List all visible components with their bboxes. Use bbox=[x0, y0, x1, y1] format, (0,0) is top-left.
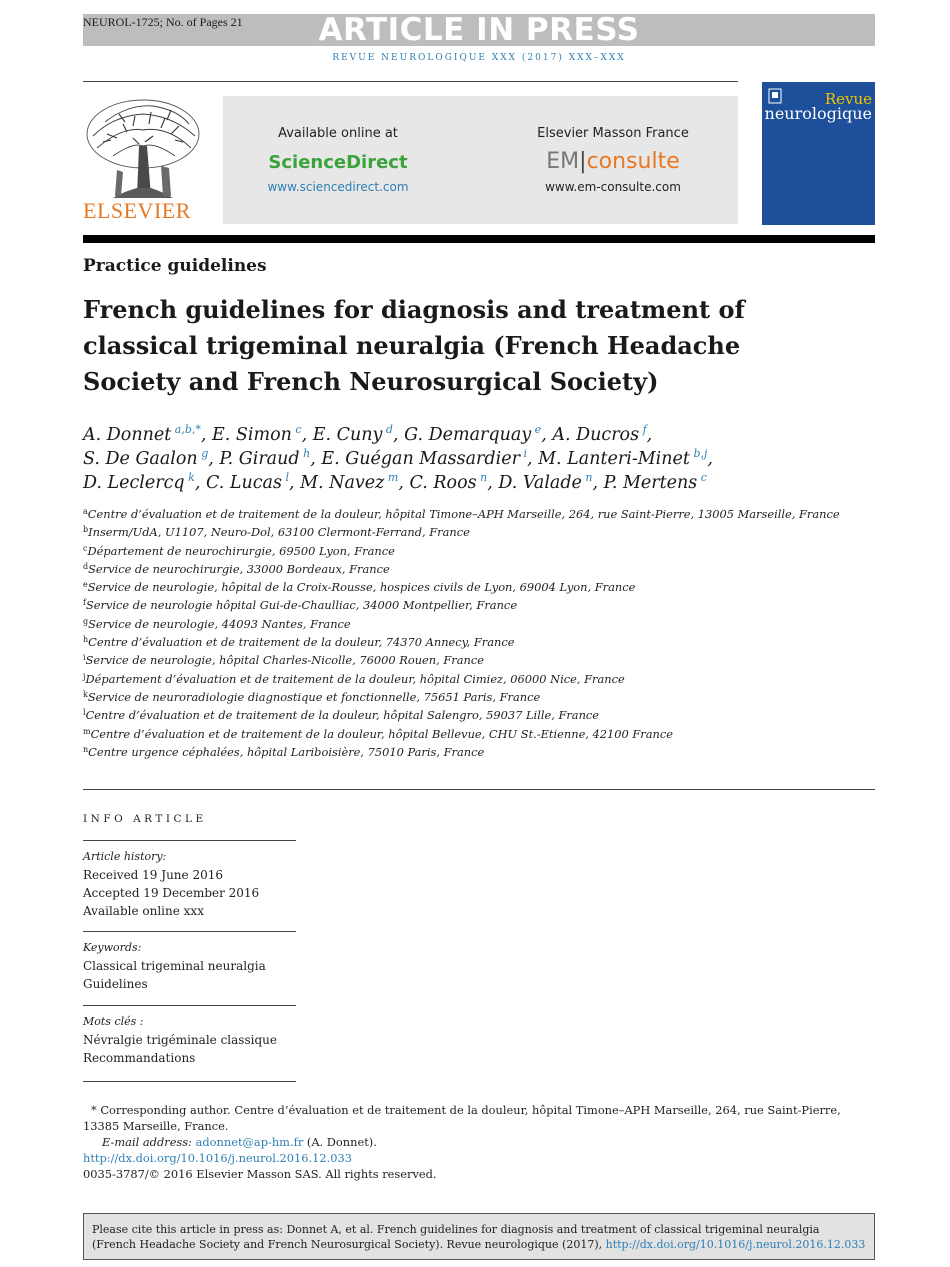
journal-cover bbox=[762, 82, 875, 225]
author-name: A. Donnet bbox=[83, 425, 172, 445]
available-online-label: Available online at bbox=[278, 126, 398, 141]
author-name: A. Ducros bbox=[552, 425, 640, 445]
affiliation-text: Service de neurologie, hôpital de la Croix-Rousse, hospices civils de Lyon, 69004 Lyon, France bbox=[87, 580, 636, 595]
info-rule bbox=[83, 840, 296, 841]
author-affiliation-marker[interactable]: k bbox=[188, 471, 195, 484]
affiliation-text: Département d’évaluation et de traitement de la douleur, hôpital Cimiez, 06000 Nice, France bbox=[85, 671, 625, 686]
em-logo-separator: | bbox=[579, 149, 587, 174]
em-logo-em: EM bbox=[546, 149, 580, 174]
author-affiliation-marker[interactable]: i bbox=[523, 447, 527, 460]
received-date: Received 19 June 2016 bbox=[83, 868, 223, 882]
article-history-block bbox=[83, 848, 296, 920]
author-affiliation-marker[interactable]: e bbox=[534, 423, 542, 436]
affiliation-text: Service de neurologie, 44093 Nantes, France bbox=[88, 616, 351, 631]
sciencedirect-logo: ScienceDirect bbox=[268, 152, 408, 173]
copyright-line: 0035-3787/© 2016 Elsevier Masson SAS. All rights reserved. bbox=[83, 1167, 437, 1181]
author-name: C. Lucas bbox=[205, 473, 282, 493]
affiliation-list bbox=[83, 505, 875, 761]
sciencedirect-link[interactable]: www.sciencedirect.com bbox=[267, 180, 409, 194]
affiliation-key: h bbox=[83, 635, 89, 645]
elsevier-logo bbox=[83, 96, 203, 226]
affiliation-key: k bbox=[83, 689, 88, 699]
affiliation-item bbox=[83, 670, 875, 688]
accepted-date: Accepted 19 December 2016 bbox=[83, 886, 260, 900]
publisher-mark-icon bbox=[768, 88, 782, 104]
author-name: P. Mertens bbox=[603, 473, 698, 493]
author-name: C. Roos bbox=[409, 473, 477, 493]
author-affiliation-marker[interactable]: f bbox=[642, 423, 647, 436]
availability-box bbox=[223, 96, 738, 224]
affiliation-key: e bbox=[83, 580, 88, 590]
corresponding-author-note: * Corresponding author. Centre d’évaluation et de traitement de la douleur, hôpital Timone–APH Marseille, 264, rue Saint-Pierre, 13385 Marseille, France. bbox=[83, 1103, 841, 1133]
article-in-press-bar bbox=[83, 14, 875, 46]
affiliation-text: Service de neurochirurgie, 33000 Bordeaux, France bbox=[88, 561, 390, 576]
citation-text: Please cite this article in press as: Donnet A, et al. French guidelines for diagnosis and treatment of classical trigeminal neuralgia (French Headache Society and French Neurosurgical Society). Revue neurologique (2017), bbox=[92, 1223, 820, 1251]
elsevier-tree-icon bbox=[83, 96, 203, 201]
cover-title-neurologique: neurologique bbox=[764, 104, 872, 123]
affiliation-text: Service de neurologie hôpital Gui-de-Chaulliac, 34000 Montpellier, France bbox=[85, 598, 518, 613]
author-name: E. Guégan Massardier bbox=[321, 449, 520, 469]
author-name: E. Simon bbox=[212, 425, 292, 445]
affiliation-key: f bbox=[83, 598, 86, 608]
author-affiliation-marker[interactable]: d bbox=[385, 423, 393, 436]
author-name: S. De Gaalon bbox=[83, 449, 198, 469]
affiliation-key: m bbox=[83, 726, 91, 736]
em-consulte-link[interactable]: www.em-consulte.com bbox=[545, 180, 681, 194]
author-affiliation-marker[interactable]: b,j bbox=[693, 447, 708, 460]
elsevier-wordmark: ELSEVIER bbox=[83, 198, 191, 223]
affiliation-text: Centre d’évaluation et de traitement de la douleur, hôpital Bellevue, CHU St.-Etienne, 42100 France bbox=[90, 726, 674, 741]
affiliation-text: Centre urgence céphalées, hôpital Lariboisière, 75010 Paris, France bbox=[88, 744, 485, 759]
affiliation-key: n bbox=[83, 744, 89, 754]
affiliation-key: j bbox=[83, 671, 86, 681]
email-label: E-mail address: bbox=[102, 1135, 192, 1149]
em-consulte-logo bbox=[513, 149, 713, 174]
affiliation-text: Centre d’évaluation et de traitement de la douleur, 74370 Annecy, France bbox=[88, 635, 515, 650]
affiliation-item bbox=[83, 725, 875, 743]
affiliation-item bbox=[83, 633, 875, 651]
author-affiliation-marker[interactable]: c bbox=[295, 423, 302, 436]
affiliation-item bbox=[83, 596, 875, 614]
author-affiliation-marker[interactable]: a,b,* bbox=[174, 423, 201, 436]
info-rule bbox=[83, 931, 296, 932]
affiliation-key: c bbox=[83, 543, 88, 553]
author-affiliation-marker[interactable]: g bbox=[201, 447, 209, 460]
header-thick-rule bbox=[83, 235, 875, 243]
affiliation-key: g bbox=[83, 616, 89, 626]
affiliation-item bbox=[83, 505, 875, 523]
affiliation-key: b bbox=[83, 525, 89, 535]
author-name: D. Leclercq bbox=[83, 473, 185, 493]
keyword-item: Guidelines bbox=[83, 977, 148, 991]
available-date: Available online xxx bbox=[83, 904, 204, 918]
info-article-heading: INFO ARTICLE bbox=[83, 813, 207, 825]
em-logo-consulte: consulte bbox=[586, 149, 680, 174]
header-divider bbox=[83, 81, 738, 82]
affiliation-key: a bbox=[83, 507, 88, 516]
affiliation-text: Service de neuroradiologie diagnostique et fonctionnelle, 75651 Paris, France bbox=[87, 689, 541, 704]
affiliation-text: Service de neurologie, hôpital Charles-Nicolle, 76000 Rouen, France bbox=[85, 653, 484, 668]
email-line bbox=[83, 1134, 875, 1150]
article-in-press-title: ARTICLE IN PRESS bbox=[318, 12, 640, 48]
affiliation-item bbox=[83, 542, 875, 560]
keyword-item: Classical trigeminal neuralgia bbox=[83, 959, 266, 973]
section-type: Practice guidelines bbox=[83, 256, 267, 276]
info-rule bbox=[83, 1081, 296, 1082]
affiliation-item bbox=[83, 523, 875, 541]
affiliation-text: Département de neurochirurgie, 69500 Lyon, France bbox=[87, 543, 395, 558]
affiliation-key: d bbox=[83, 561, 89, 571]
author-affiliation-marker[interactable]: n bbox=[480, 471, 488, 484]
mots-cles-label: Mots clés : bbox=[83, 1015, 144, 1028]
author-name: M. Lanteri-Minet bbox=[538, 449, 690, 469]
affiliation-item bbox=[83, 651, 875, 669]
affiliation-text: Centre d’évaluation et de traitement de la douleur, hôpital Salengro, 59037 Lille, France bbox=[85, 708, 600, 723]
keywords-block bbox=[83, 939, 296, 993]
affiliations-divider bbox=[83, 789, 875, 790]
citation-box bbox=[83, 1213, 875, 1260]
mot-cle-item: Névralgie trigéminale classique bbox=[83, 1033, 277, 1047]
affiliation-item bbox=[83, 743, 875, 761]
author-name: D. Valade bbox=[498, 473, 582, 493]
author-name: G. Demarquay bbox=[404, 425, 532, 445]
article-history-label: Article history: bbox=[83, 850, 167, 863]
author-name: M. Navez bbox=[300, 473, 385, 493]
affiliation-item bbox=[83, 688, 875, 706]
info-rule bbox=[83, 1005, 296, 1006]
author-affiliation-marker[interactable]: l bbox=[285, 471, 289, 484]
elsevier-masson-label: Elsevier Masson France bbox=[537, 126, 689, 141]
affiliation-item bbox=[83, 560, 875, 578]
author-affiliation-marker[interactable]: m bbox=[387, 471, 399, 484]
author-list: A. Donnet $^{a,b,*}$, E. Simon $^c$, E. Cuny $^d$, G. Demarquay $^e$, A. Ducros $^f$, S. De Gaalon $^g$, P. Giraud $^h$, E. Guégan Massardier $^i$, M. Lanteri-Minet $^{b,j}$, D. Leclercq $^k$, C. Lucas $^l$, M. Navez $^m$, C. Roos $^n$, D. Valade $^n$, P. Mertens $^c$ bbox=[83, 423, 713, 493]
author-affiliation-marker[interactable]: h bbox=[303, 447, 311, 460]
mot-cle-item: Recommandations bbox=[83, 1051, 196, 1065]
affiliation-text: Centre d’évaluation et de traitement de la douleur, hôpital Timone–APH Marseille, 264, rue Saint-Pierre, 13005 Marseille, France bbox=[87, 507, 840, 521]
journal-running-head: REVUE NEUROLOGIQUE XXX (2017) XXX–XXX bbox=[332, 53, 626, 63]
affiliation-item bbox=[83, 615, 875, 633]
author-name: P. Giraud bbox=[219, 449, 300, 469]
affiliation-item bbox=[83, 706, 875, 724]
author-affiliation-marker[interactable]: n bbox=[585, 471, 593, 484]
affiliation-key: l bbox=[83, 708, 86, 718]
affiliation-key: i bbox=[83, 653, 86, 663]
email-link[interactable]: adonnet@ap-hm.fr bbox=[195, 1135, 304, 1149]
cover-title-revue: Revue bbox=[824, 90, 872, 108]
footnote bbox=[83, 1102, 875, 1182]
email-owner: (A. Donnet). bbox=[306, 1135, 377, 1149]
article-reference: NEUROL-1725; No. of Pages 21 bbox=[83, 15, 243, 29]
mots-cles-block bbox=[83, 1013, 296, 1067]
author-name: E. Cuny bbox=[312, 425, 383, 445]
citation-doi-link[interactable]: http://dx.doi.org/10.1016/j.neurol.2016.12.033 bbox=[605, 1238, 866, 1251]
author-affiliation-marker[interactable]: c bbox=[700, 471, 707, 484]
affiliation-text: Inserm/UdA, U1107, Neuro-Dol, 63100 Clermont-Ferrand, France bbox=[88, 525, 470, 540]
doi-link[interactable]: http://dx.doi.org/10.1016/j.neurol.2016.12.033 bbox=[83, 1151, 353, 1165]
keywords-label: Keywords: bbox=[83, 941, 142, 954]
paper-title: French guidelines for diagnosis and treatment of classical trigeminal neuralgia (French Headache Society and French Neurosurgical Society) bbox=[83, 295, 745, 396]
affiliation-item bbox=[83, 578, 875, 596]
